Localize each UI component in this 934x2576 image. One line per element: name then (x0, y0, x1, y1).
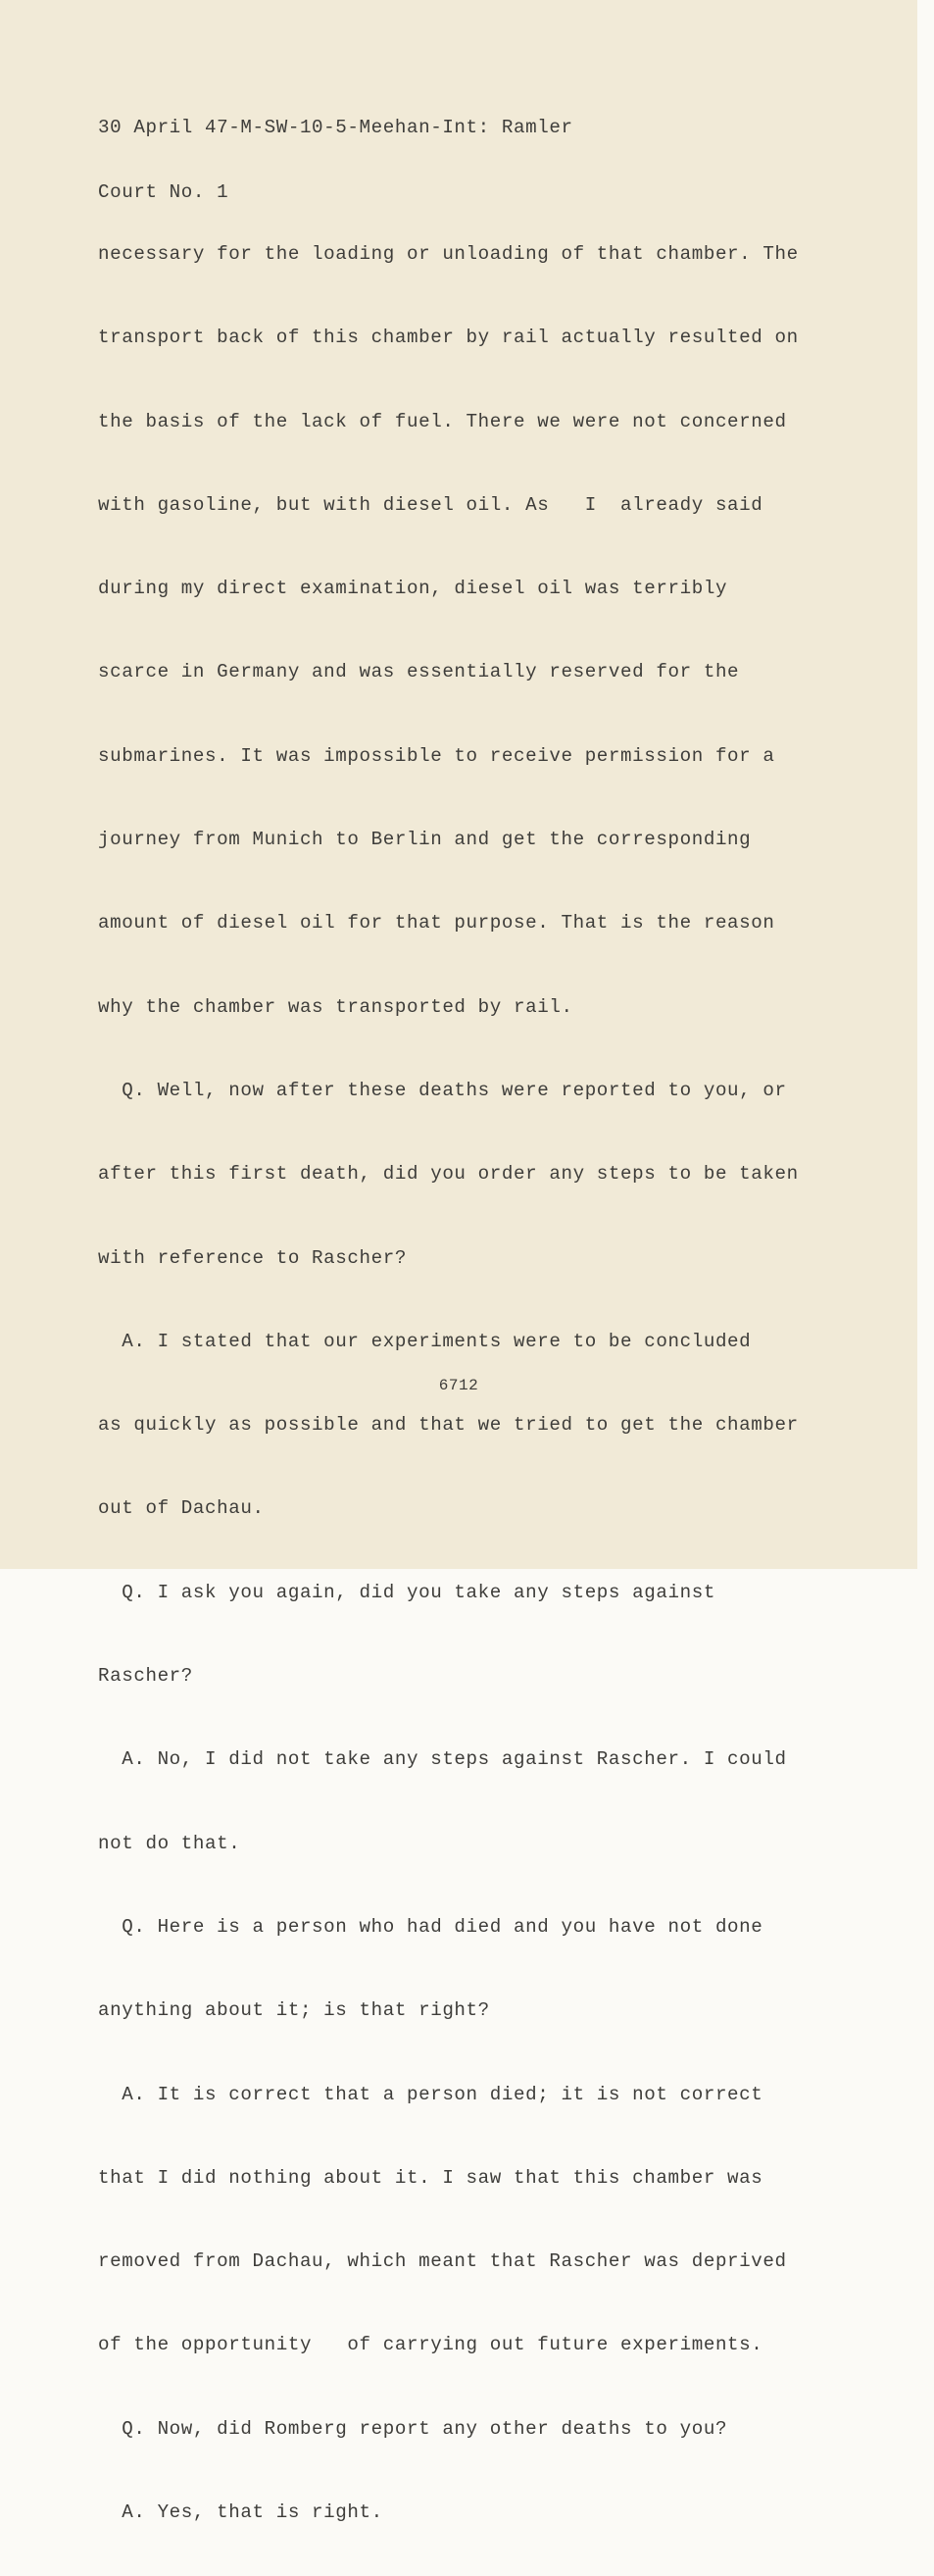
text-line: that I did nothing about it. I saw that this chamber was (98, 2166, 763, 2189)
answer-line: A. It is correct that a person died; it is not correct (98, 2083, 763, 2105)
answer-line: A. No, I did not take any steps against Rascher. I could (98, 1748, 787, 1771)
text-line: anything about it; is that right? (98, 1999, 490, 2022)
page-edge (917, 0, 934, 1569)
header-court-line: Court No. 1 (98, 181, 229, 203)
text-line: out of Dachau. (98, 1497, 265, 1520)
text-line: after this first death, did you order any steps to be taken (98, 1163, 799, 1186)
text-line: scarce in Germany and was essentially reserved for the (98, 661, 740, 683)
answer-line: A. Yes, that is right. (98, 2501, 383, 2524)
text-line: as quickly as possible and that we tried to get the chamber (98, 1414, 799, 1437)
text-line: with reference to Rascher? (98, 1246, 407, 1269)
text-line: necessary for the loading or unloading of that chamber. The (98, 243, 799, 265)
text-line: during my direct examination, diesel oil was terribly (98, 578, 728, 600)
text-line: the basis of the lack of fuel. There we were not concerned (98, 410, 787, 432)
text-line: amount of diesel oil for that purpose. That is the reason (98, 912, 775, 934)
text-line: journey from Munich to Berlin and get the corresponding (98, 829, 752, 851)
answer-line: A. I stated that our experiments were to be concluded (98, 1330, 752, 1352)
question-line: Q. Here is a person who had died and you have not done (98, 1915, 763, 1938)
text-line: Rascher? (98, 1665, 193, 1688)
header-date-line: 30 April 47-M-SW-10-5-Meehan-Int: Ramler (98, 117, 573, 138)
text-line: removed from Dachau, which meant that Rascher was deprived (98, 2250, 787, 2273)
text-line: with gasoline, but with diesel oil. As I already said (98, 493, 763, 516)
text-line: not do that. (98, 1832, 241, 1854)
text-line: transport back of this chamber by rail actually resulted on (98, 327, 799, 349)
question-line: Q. I ask you again, did you take any steps against (98, 1581, 715, 1603)
text-line: of the opportunity of carrying out future experiments. (98, 2334, 763, 2356)
question-line: Q. Now, did Romberg report any other deaths to you? (98, 2417, 728, 2440)
question-line: Q. Well, now after these deaths were reported to you, or (98, 1079, 787, 1101)
text-line: submarines. It was impossible to receive permission for a (98, 744, 775, 767)
page-number: 6712 (438, 1377, 479, 1394)
text-line: why the chamber was transported by rail. (98, 995, 573, 1018)
